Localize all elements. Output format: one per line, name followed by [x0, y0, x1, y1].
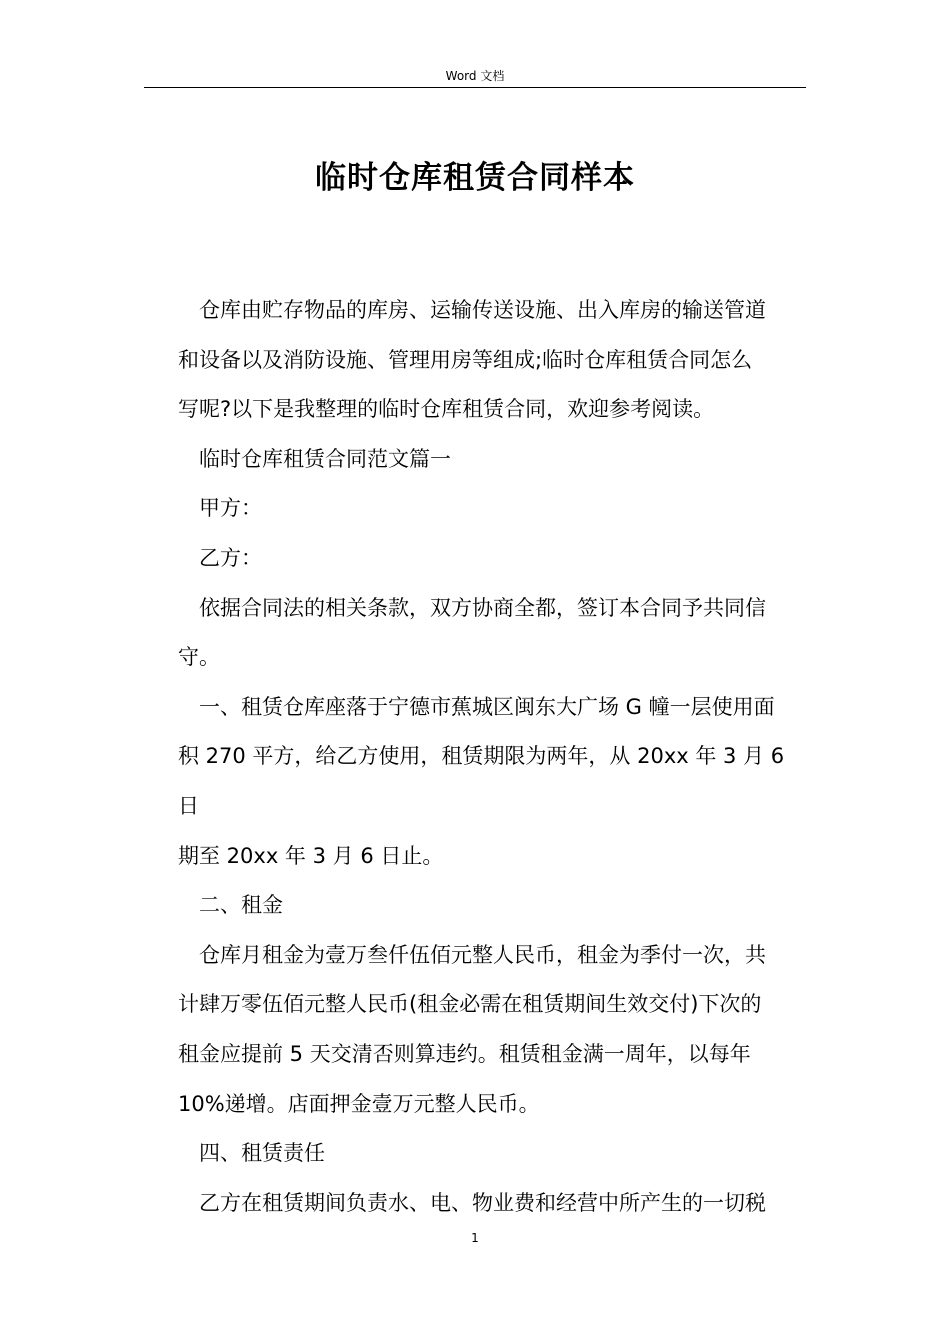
paragraph-line: 甲方：	[199, 496, 262, 521]
page-number: 1	[471, 1231, 479, 1245]
paragraph-line: 乙方：	[199, 545, 262, 570]
paragraph-line: 和设备以及消防设施、管理用房等组成;临时仓库租赁合同怎么	[178, 347, 753, 372]
document-title: 临时仓库租赁合同样本	[315, 160, 635, 196]
paragraph-line: 仓库月租金为壹万叁仟伍佰元整人民币，租金为季付一次，共	[199, 942, 766, 967]
paragraph-line: 四、租赁责任	[199, 1141, 325, 1166]
paragraph-line: 临时仓库租赁合同范文篇一	[199, 446, 451, 471]
paragraph	[178, 286, 804, 435]
paragraph-line: 守。	[178, 645, 220, 670]
paragraph	[178, 1179, 804, 1229]
paragraph	[178, 435, 804, 485]
paragraph-line: 二、租金	[199, 893, 283, 918]
paragraph-line: 仓库由贮存物品的库房、运输传送设施、出入库房的输送管道	[199, 298, 766, 322]
page-header: Word 文档	[445, 69, 505, 83]
paragraph	[178, 584, 804, 683]
paragraph	[178, 931, 804, 1129]
paragraph	[178, 881, 804, 931]
paragraph	[178, 534, 804, 584]
paragraph	[178, 1129, 804, 1179]
paragraph-line: 依据合同法的相关条款，双方协商全都，签订本合同予共同信	[199, 595, 766, 620]
paragraph-line: 期至 20xx 年 3 月 6 日止。	[178, 843, 444, 868]
paragraph-line: 租金应提前 5 天交清否则算违约。租赁租金满一周年，以每年	[178, 1041, 751, 1066]
paragraph-line: 10%递增。店面押金壹万元整人民币。	[178, 1091, 540, 1116]
document-body	[178, 286, 804, 1228]
paragraph-line: 一、租赁仓库座落于宁德市蕉城区闽东大广场 G 幢一层使用面	[199, 694, 775, 719]
paragraph-line: 积 270 平方，给乙方使用，租赁期限为两年，从 20xx 年 3 月 6 日	[178, 744, 785, 818]
paragraph-line: 计肆万零伍佰元整人民币(租金必需在租赁期间生效交付)下次的	[178, 992, 762, 1017]
paragraph-line: 写呢?以下是我整理的临时仓库租赁合同，欢迎参考阅读。	[178, 397, 715, 422]
paragraph-line: 乙方在租赁期间负责水、电、物业费和经营中所产生的一切税	[199, 1190, 766, 1215]
header-divider	[144, 87, 806, 88]
paragraph	[178, 484, 804, 534]
paragraph	[178, 683, 804, 881]
